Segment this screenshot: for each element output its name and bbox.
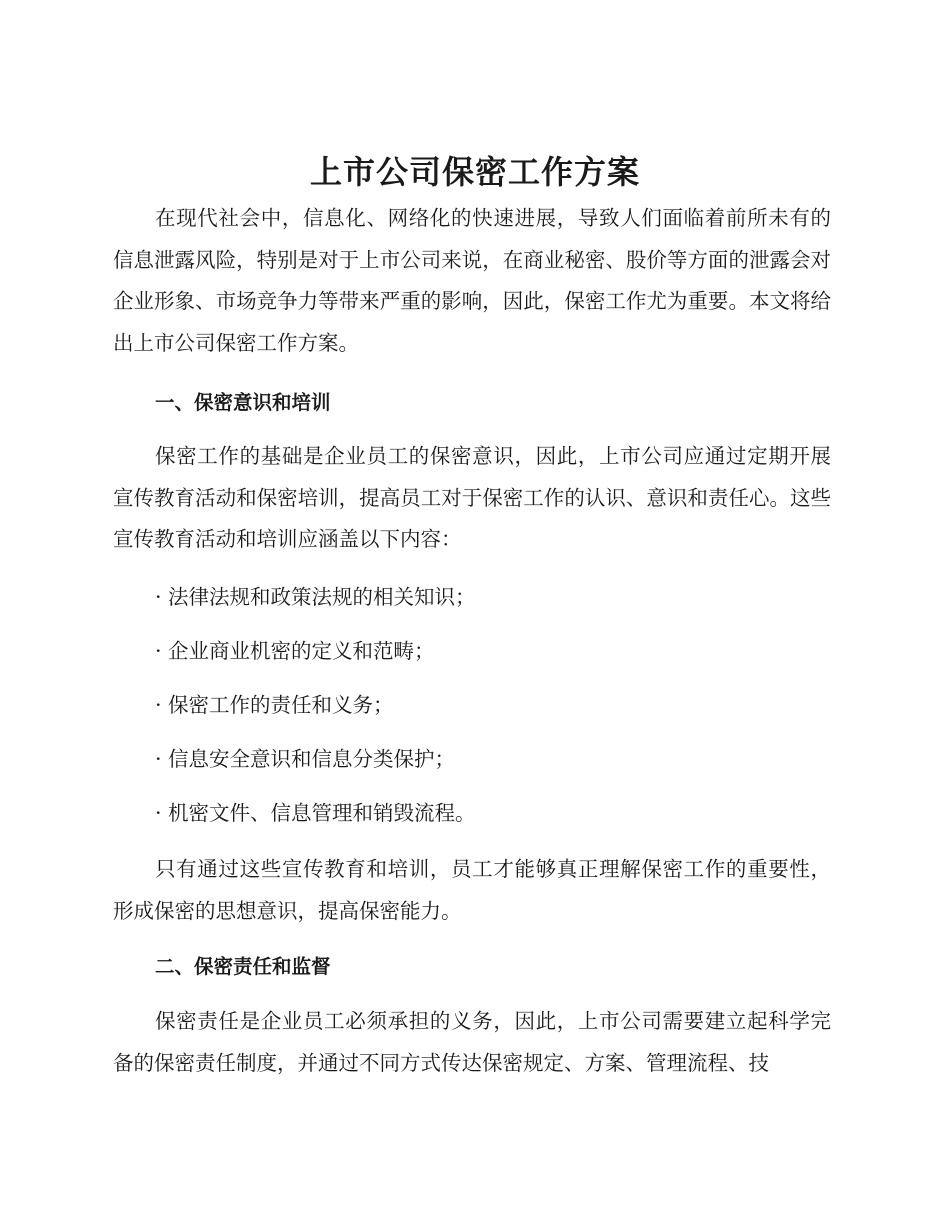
bullet-item: · 企业商业机密的定义和范畴； (155, 639, 435, 663)
intro-paragraph: 在现代社会中，信息化、网络化的快速进展，导致人们面临着前所未有的信息泄露风险，特别是对于上市公司来说，在商业秘密、股价等方面的泄露会对企业形象、市场竞争力等带来严重的影响，因此，保密工作尤为重要。本文将给出上市公司保密工作方案。 (113, 206, 831, 355)
section-heading-1: 一、保密意识和培训 (155, 391, 331, 414)
section-1-conclusion: 只有通过这些宣传教育和培训，员工才能够真正理解保密工作的重要性，形成保密的思想意识，提高保密能力。 (113, 857, 831, 923)
section-1-paragraph: 保密工作的基础是企业员工的保密意识，因此，上市公司应通过定期开展宣传教育活动和保密培训，提高员工对于保密工作的认识、意识和责任心。这些宣传教育活动和培训应涵盖以下内容： (113, 444, 831, 551)
bullet-item: · 法律法规和政策法规的相关知识； (155, 585, 476, 609)
section-2-paragraph: 保密责任是企业员工必须承担的义务，因此，上市公司需要建立起科学完备的保密责任制度，并通过不同方式传达保密规定、方案、管理流程、技 (113, 1009, 831, 1075)
document-title: 上市公司保密工作方案 (309, 153, 640, 191)
bullet-item: · 机密文件、信息管理和销毁流程。 (155, 801, 476, 825)
section-heading-2: 二、保密责任和监督 (155, 955, 331, 978)
bullet-item: · 信息安全意识和信息分类保护； (155, 747, 456, 771)
bullet-item: · 保密工作的责任和义务； (155, 693, 394, 717)
